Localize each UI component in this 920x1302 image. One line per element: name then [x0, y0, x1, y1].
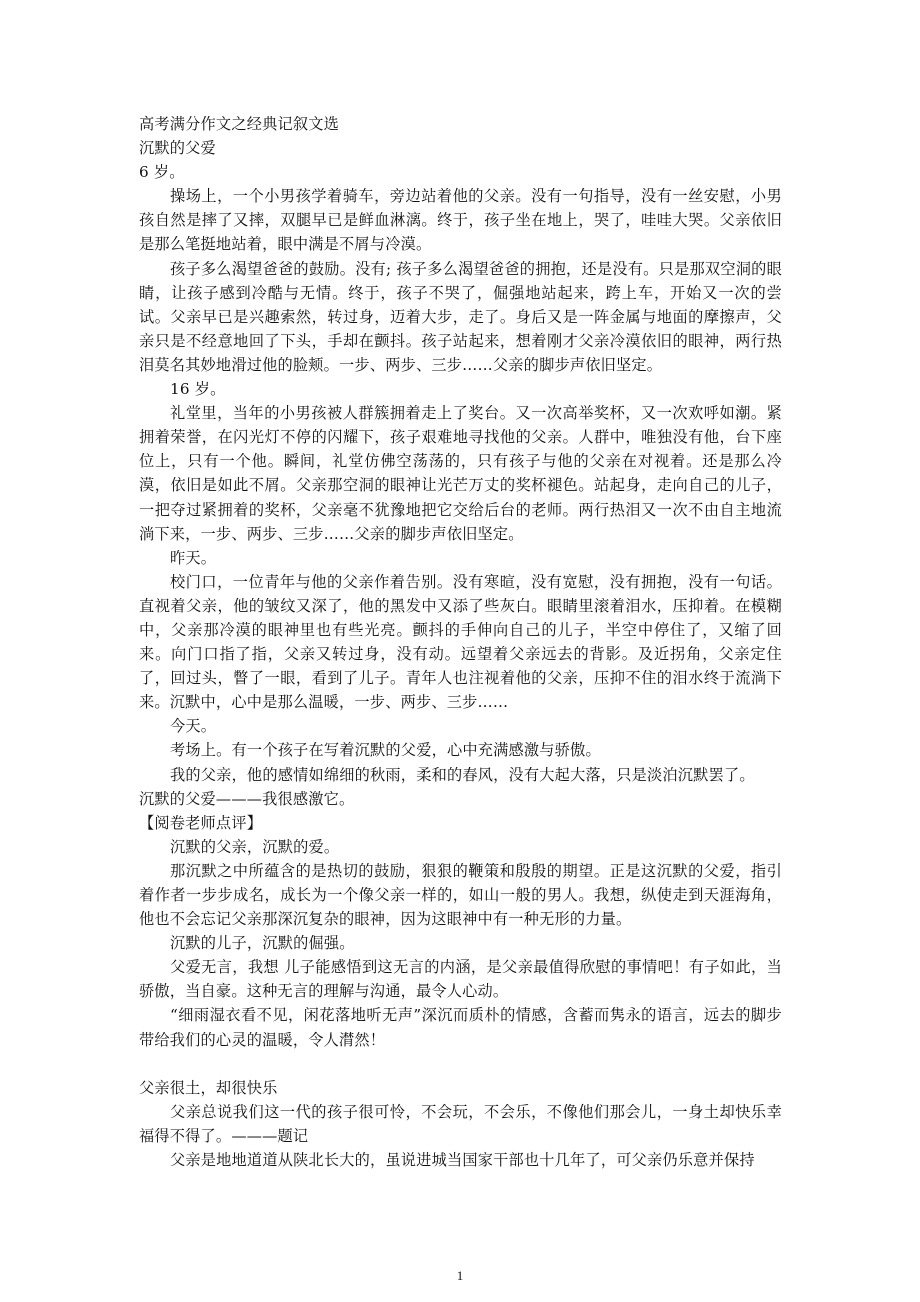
review-paragraph: 沉默的父亲，沉默的爱。: [170, 837, 340, 856]
paragraph: 操场上，一个小男孩学着骑车，旁边站着他的父亲。没有一句指导，没有一丝安慰，小男孩自然是摔了又摔，双腿早已是鲜血淋漓。终于，孩子坐在地上，哭了，哇哇大哭。父亲依旧是那么笔挺地站着，眼中满是不屑与冷漠。: [139, 187, 782, 254]
header-title: 高考满分作文之经典记叙文选: [139, 115, 340, 133]
review-paragraph: 沉默的儿子，沉默的倔强。: [170, 934, 355, 953]
paragraph: 礼堂里，当年的小男孩被人群簇拥着走上了奖台。又一次高举奖杯，又一次欢呼如潮。紧拥着荣誉，在闪光灯不停的闪耀下，孩子艰难地寻找他的父亲。人群中，唯独没有他，台下座位上，只有一个他。瞬间，礼堂仿佛空荡荡的，只有孩子与他的父亲在对视着。还是那么冷漠，依旧是如此不屑。父亲那空洞的眼神让光芒万丈的奖杯褪色。站起身，走向自己的儿子，一把夺过紧拥着的奖杯，父亲毫不犹豫地把它交给后台的老师。两行热泪又一次不由自主地流淌下来，一步、两步、三步……父亲的脚步声依旧坚定。: [139, 404, 782, 543]
essay-title: 沉默的父爱: [139, 139, 216, 158]
section-marker: 16 岁。: [170, 380, 226, 399]
essay-title: 父亲很土，却很快乐: [139, 1078, 278, 1097]
review-paragraph: 父爱无言，我想 儿子能感悟到这无言的内涵，是父亲最值得欣慰的事情吧！有子如此，当骄傲，当自豪。这种无言的理解与沟通，最令人心动。: [139, 958, 782, 1001]
epigraph: 父亲总说我们这一代的孩子很可怜，不会玩，不会乐，不像他们那会儿，一身土却快乐幸福得不得了。———题记: [139, 1102, 782, 1145]
paragraph: 校门口，一位青年与他的父亲作着告别。没有寒暄，没有宽慰，没有拥抱，没有一句话。直视着父亲，他的皱纹又深了，他的黑发中又添了些灰白。眼睛里滚着泪水，压抑着。在模糊中，父亲那冷漠的眼神里也有些光亮。颤抖的手伸向自己的儿子，半空中停住了，又缩了回来。向门口指了指，父亲又转过身，没有动。远望着父亲远去的背影。及近拐角，父亲定住了，回过头，瞥了一眼，看到了儿子。青年人也注视着他的父亲，压抑不住的泪水终于流淌下来。沉默中，心中是那么温暖，一步、两步、三步……: [139, 572, 782, 712]
review-heading: 【阅卷老师点评】: [139, 813, 263, 832]
blank-line: [139, 1052, 782, 1076]
page-number: 1: [456, 1268, 464, 1283]
document-body: [139, 112, 782, 1172]
paragraph: 孩子多么渴望爸爸的鼓励。没有; 孩子多么渴望爸爸的拥抱，还是没有。只是那双空洞的眼睛，让孩子感到冷酷与无情。终于，孩子不哭了，倔强地站起来，跨上车，开始又一次的尝试。父亲早已是兴趣索然，转过身，迈着大步，走了。身后又是一阵金属与地面的摩擦声，父亲只是不经意地回了下头，手却在颤抖。孩子站起来，想着刚才父亲冷漠依旧的眼神，两行热泪莫名其妙地滑过他的脸颊。一步、两步、三步……父亲的脚步声依旧坚定。: [139, 259, 782, 374]
review-paragraph: 那沉默之中所蕴含的是热切的鼓励，狠狠的鞭策和殷殷的期望。正是这沉默的父爱，指引着作者一步步成名，成长为一个像父亲一样的，如山一般的男人。我想，纵使走到天涯海角，他也不会忘记父亲那深沉复杂的眼神，因为这眼神中有一种无形的力量。: [139, 861, 782, 929]
section-marker: 昨天。: [170, 548, 217, 567]
paragraph: 我的父亲，他的感情如绵细的秋雨，柔和的春风，没有大起大落，只是淡泊沉默罢了。: [170, 765, 755, 784]
paragraph: 父亲是地地道道从陕北长大的，虽说进城当国家干部也十几年了，可父亲仍乐意并保持: [170, 1150, 755, 1169]
paragraph: 考场上。有一个孩子在写着沉默的父爱，心中充满感激与骄傲。: [170, 741, 601, 760]
section-marker: 今天。: [170, 717, 217, 736]
review-paragraph: “细雨湿衣看不见，闲花落地听无声”深沉而质朴的情感，含蓄而隽永的语言，远去的脚步带给我们的心灵的温暖，令人潸然！: [139, 1006, 782, 1049]
section-marker: 6 岁。: [139, 163, 185, 182]
paragraph: 沉默的父爱———我很感激它。: [139, 789, 355, 808]
